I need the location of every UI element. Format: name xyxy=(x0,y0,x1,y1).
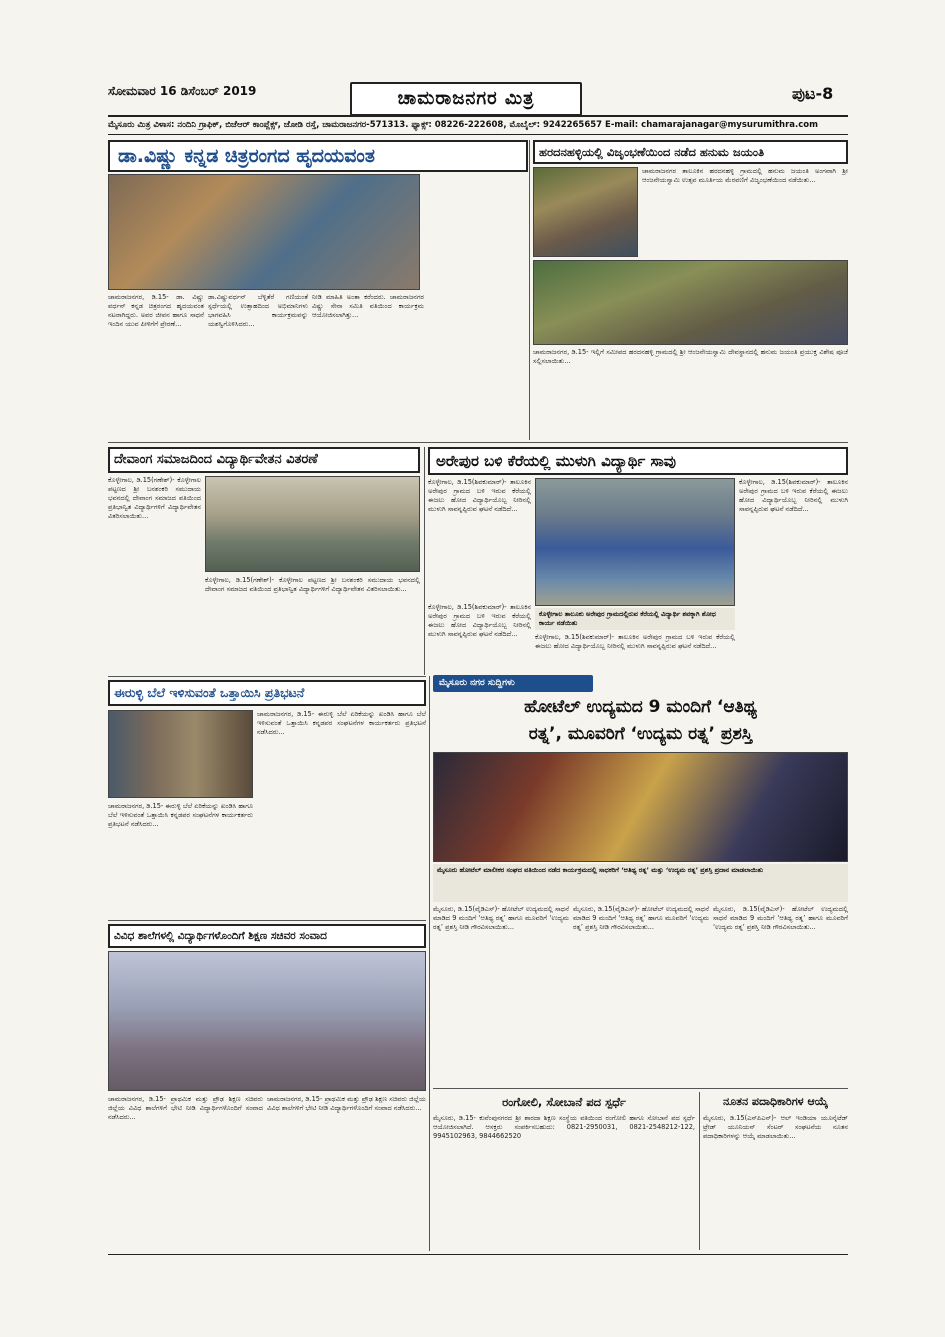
article-vishnu-col2: ಡಾ.ವಿಷ್ಣುವರ್ಧನ್ ಬೆಳ್ಳಿತೆರೆ ಗಣಿಯಂತೆ ಸ್ಪರ್ಧೆಯಲ್ಲಿ ಉತ್ಸಾಹದಿಂದ ಅಭಿಮಾನಿಗಳು ಭಾಗವಹಿಸಿ ಕಾರ್ಯಕ್ರಮವನ್ನು ಯಶಸ್ವಿಗೊಳಿಸಿದರು... xyxy=(208,293,308,329)
article-onion-col2: ಚಾಮರಾಜನಗರ, ಡಿ.15- ಈರುಳ್ಳಿ ಬೆಲೆ ಏರಿಕೆಯನ್ನು ಖಂಡಿಸಿ ಹಾಗೂ ಬೆಲೆ ಇಳಿಸುವಂತೆ ಒತ್ತಾಯಿಸಿ ಕನ್ನಡಪರ ಸಂಘಟನೆಗಳ ಕಾರ್ಯಕರ್ತರು ಪ್ರತಿಭಟನೆ ನಡೆಸಿದರು... xyxy=(257,710,426,737)
section-divider xyxy=(108,442,848,443)
caption-award: ಮೈಸೂರು ಹೋಟೆಲ್ ಮಾಲೀಕರ ಸಂಘದ ವತಿಯಿಂದ ನಡೆದ ಕಾರ್ಯಕ್ರಮದಲ್ಲಿ ಸಾಧಕರಿಗೆ ‘ಆತಿಥ್ಯ ರತ್ನ’ ಮತ್ತು ‘ಉದ್ಯಮ ರತ್ನ’ ಪ್ರಶಸ್ತಿ ಪ್ರದಾನ ಮಾಡಲಾಯಿತು xyxy=(433,864,848,902)
headline-rangoli-contest: ರಂಗೋಲಿ, ಸೋಬಾನೆ ಪದ ಸ್ಪರ್ಧೆ xyxy=(502,1095,626,1109)
article-hanuma-bottom: ಚಾಮರಾಜನಗರ, ಡಿ.15- ಇಲ್ಲಿಗೆ ಸಮೀಪದ ಹರದನಹಳ್ಳಿ ಗ್ರಾಮದಲ್ಲಿ ಶ್ರೀ ಆಂಜನೇಯಸ್ವಾಮಿ ದೇವಸ್ಥಾನದಲ್ಲಿ ಹನುಮ ಜಯಂತಿ ಪ್ರಯುಕ್ತ ವಿಶೇಷ ಪೂಜೆ ಸಲ್ಲಿಸಲಾಯಿತು... xyxy=(533,348,848,366)
article-rangoli: ಮೈಸೂರು, ಡಿ.15- ಕುವೆಂಪುನಗರದ ಶ್ರೀ ಶಾರದಾ ಶಿಕ್ಷಣ ಸಂಸ್ಥೆಯ ವತಿಯಿಂದ ರಂಗೋಲಿ ಹಾಗೂ ಸೋಬಾನೆ ಪದ ಸ್ಪರ್ಧೆ ಆಯೋಜಿಸಲಾಗಿದೆ. ಆಸಕ್ತರು ಸಂಪರ್ಕಿಸಬಹುದು: 0821-2950031, 0821-2548212-122, 9945102963, 9844662520 xyxy=(433,1114,695,1141)
article-vishnu-col1: ಚಾಮರಾಜನಗರ, ಡಿ.15- ಡಾ. ವಿಷ್ಣು ವರ್ಧನ್ ಕನ್ನಡ ಚಿತ್ರರಂಗದ ಹೃದಯವಂತ ನಟರಾಗಿದ್ದರು. ಅವರ ಜೀವನ ಹಾಗೂ ಸಾಧನೆ ಇಂದಿನ ಯುವ ಪೀಳಿಗೆಗೆ ಪ್ರೇರಣೆ... xyxy=(108,293,204,329)
headline-minister-interaction: ವಿವಿಧ ಶಾಲೆಗಳಲ್ಲಿ ವಿದ್ಯಾರ್ಥಿಗಳೊಂದಿಗೆ ಶಿಕ್ಷಣ ಸಚಿವರ ಸಂವಾದ xyxy=(108,924,426,948)
contact-bar xyxy=(108,117,848,133)
issue-date: ಸೋಮವಾರ 16 ಡಿಸೆಂಬರ್ 2019 xyxy=(108,84,257,98)
column-divider xyxy=(529,140,530,440)
section-divider xyxy=(433,1088,848,1089)
photo-vishnu-event xyxy=(108,174,420,290)
article-hotel-col3: ಮೈಸೂರು, ಡಿ.15(ವೈಡಿಎಸ್)- ಹೋಟೆಲ್ ಉದ್ಯಮದಲ್ಲಿ ಸಾಧನೆ ಮಾಡಿದ 9 ಮಂದಿಗೆ ‘ಆತಿಥ್ಯ ರತ್ನ’ ಹಾಗೂ ಮೂವರಿಗೆ ‘ಉದ್ಯಮ ರತ್ನ’ ಪ್ರಶಸ್ತಿ ನೀಡಿ ಗೌರವಿಸಲಾಯಿತು... xyxy=(713,905,848,932)
headline-devanga-scholarship: ದೇವಾಂಗ ಸಮಾಜದಿಂದ ವಿದ್ಯಾರ್ಥಿವೇತನ ವಿತರಣೆ xyxy=(108,447,420,473)
article-minister-col2: ಚಾಮರಾಜನಗರ, ಡಿ.15- ಪ್ರಾಥಮಿಕ ಮತ್ತು ಪ್ರೌಢ ಶಿಕ್ಷಣ ಸಚಿವರು ಜಿಲ್ಲೆಯ ವಿವಿಧ ಶಾಲೆಗಳಿಗೆ ಭೇಟಿ ನೀಡಿ ವಿದ್ಯಾರ್ಥಿಗಳೊಂದಿಗೆ ಸಂವಾದ ನಡೆಸಿದರು... xyxy=(267,1095,426,1113)
photo-protest xyxy=(108,710,253,798)
headline-vishnu: ಡಾ.ವಿಷ್ಣು ಕನ್ನಡ ಚಿತ್ರರಂಗದ ಹೃದಯವಂತ xyxy=(108,140,528,172)
photo-award-stage xyxy=(433,752,848,862)
section-divider xyxy=(108,920,426,921)
column-divider xyxy=(424,447,425,675)
article-drowning-col1b: ಕೊಳ್ಳೇಗಾಲ, ಡಿ.15(ಶಿವಕುಮಾರ್)- ತಾಲೂಕಿನ ಅರೇಪುರ ಗ್ರಾಮದ ಬಳಿ ಇರುವ ಕೆರೆಯಲ್ಲಿ ಈಜಲು ಹೋದ ವಿದ್ಯಾರ್ಥಿಯೊಬ್ಬ ನೀರಿನಲ್ಲಿ ಮುಳುಗಿ ಸಾವನ್ನಪ್ಪಿರುವ ಘಟನೆ ನಡೆದಿದೆ... xyxy=(428,603,531,639)
headline-hotel-awards xyxy=(433,694,848,750)
photo-hanuma-group xyxy=(533,260,848,345)
subbar-rule xyxy=(108,134,848,135)
headline-hanuma-jayanti: ಹರದನಹಳ್ಳಿಯಲ್ಲಿ ವಿಜೃಂಭಣೆಯಿಂದ ನಡೆದ ಹನುಮ ಜಯಂತಿ xyxy=(533,140,848,164)
article-devanga-col1: ಕೊಳ್ಳೇಗಾಲ, ಡಿ.15(ಗಣೇಶ್)- ಕೊಳ್ಳೇಗಾಲ ಪಟ್ಟಣದ ಶ್ರೀ ಬನಶಂಕರಿ ಸಮುದಾಯ ಭವನದಲ್ಲಿ ದೇವಾಂಗ ಸಮಾಜದ ವತಿಯಿಂದ ಪ್ರತಿಭಾನ್ವಿತ ವಿದ್ಯಾರ್ಥಿಗಳಿಗೆ ವಿದ್ಯಾರ್ಥಿವೇತನ ವಿತರಿಸಲಾಯಿತು... xyxy=(108,476,201,521)
footer-rule xyxy=(108,1254,848,1255)
headline-student-drowning: ಅರೇಪುರ ಬಳಿ ಕೆರೆಯಲ್ಲಿ ಮುಳುಗಿ ವಿದ್ಯಾರ್ಥಿ ಸಾವು xyxy=(428,447,848,475)
article-hotel-col1: ಮೈಸೂರು, ಡಿ.15(ವೈಡಿಎಸ್)- ಹೋಟೆಲ್ ಉದ್ಯಮದಲ್ಲಿ ಸಾಧನೆ ಮಾಡಿದ 9 ಮಂದಿಗೆ ‘ಆತಿಥ್ಯ ರತ್ನ’ ಹಾಗೂ ಮೂವರಿಗೆ ‘ಉದ್ಯಮ ರತ್ನ’ ಪ್ರಶಸ್ತಿ ನೀಡಿ ಗೌರವಿಸಲಾಯಿತು... xyxy=(433,905,569,932)
article-devanga-col2: ಕೊಳ್ಳೇಗಾಲ, ಡಿ.15(ಗಣೇಶ್)- ಕೊಳ್ಳೇಗಾಲ ಪಟ್ಟಣದ ಶ್ರೀ ಬನಶಂಕರಿ ಸಮುದಾಯ ಭವನದಲ್ಲಿ ದೇವಾಂಗ ಸಮಾಜದ ವತಿಯಿಂದ ಪ್ರತಿಭಾನ್ವಿತ ವಿದ್ಯಾರ್ಥಿಗಳಿಗೆ ವಿದ್ಯಾರ್ಥಿವೇತನ ವಿತರಿಸಲಾಯಿತು... xyxy=(205,576,420,594)
photo-students-seated xyxy=(108,951,426,1091)
section-divider xyxy=(108,676,426,677)
headline-onion-protest: ಈರುಳ್ಳಿ ಬೆಲೆ ಇಳಿಸುವಂತೆ ಒತ್ತಾಯಿಸಿ ಪ್ರತಿಭಟನೆ xyxy=(108,680,426,706)
caption-lake: ಕೊಳ್ಳೇಗಾಲ ತಾಲೂಕು ಅರೇಪುರ ಗ್ರಾಮದಲ್ಲಿರುವ ಕೆರೆಯಲ್ಲಿ ವಿದ್ಯಾರ್ಥಿ ಶವಕ್ಕಾಗಿ ಶೋಧ ಕಾರ್ಯ ನಡೆಯಿತು xyxy=(535,608,735,630)
article-drowning-col1: ಕೊಳ್ಳೇಗಾಲ, ಡಿ.15(ಶಿವಕುಮಾರ್)- ತಾಲೂಕಿನ ಅರೇಪುರ ಗ್ರಾಮದ ಬಳಿ ಇರುವ ಕೆರೆಯಲ್ಲಿ ಈಜಲು ಹೋದ ವಿದ್ಯಾರ್ಥಿಯೊಬ್ಬ ನೀರಿನಲ್ಲಿ ಮುಳುಗಿ ಸಾವನ್ನಪ್ಪಿರುವ ಘಟನೆ ನಡೆದಿದೆ... xyxy=(428,478,531,514)
brand-name: ಮೈಸೂರು ಮಿತ್ರ xyxy=(108,120,151,130)
headline-hotel-awards-line1: ಹೋಟೆಲ್ ಉದ್ಯಮದ 9 ಮಂದಿಗೆ ‘ಆತಿಥ್ಯ xyxy=(524,697,757,717)
masthead: ಚಾಮರಾಜನಗರ ಮಿತ್ರ xyxy=(350,82,582,116)
photo-lake-search xyxy=(535,478,735,606)
article-vishnu-col3: ನೀಡಿ ಮಾಹಿತಿ ಅಂತಾ ಕರೆಂದರು. ಚಾಮರಾಜನಗರ ವಿಷ್ಣು ಸೇನಾ ಸಮಿತಿ ವತಿಯಿಂದ ಕಾರ್ಯಕ್ರಮ ಆಯೋಜಿಸಲಾಗಿತ್ತು... xyxy=(312,293,424,320)
photo-hanuma-chariot xyxy=(533,167,638,257)
column-divider xyxy=(429,676,430,1251)
contact-address: ವಿಳಾಸ: ನಂದಿನಿ ಗ್ರಾಫಿಕ್, ಬಿಜೆಆರ್ ಕಾಂಪ್ಲೆಕ್ಸ್, ಜೋಡಿ ರಸ್ತೆ, ಚಾಮರಾಜನಗರ-571313. ಫ್ಯಾಕ್ಸ್: 08226-222608, ಮೊಬೈಲ್: 9242265657 E-mail: chamarajanagar@mysurumithra.com xyxy=(153,120,818,130)
article-onion-col1: ಚಾಮರಾಜನಗರ, ಡಿ.15- ಈರುಳ್ಳಿ ಬೆಲೆ ಏರಿಕೆಯನ್ನು ಖಂಡಿಸಿ ಹಾಗೂ ಬೆಲೆ ಇಳಿಸುವಂತೆ ಒತ್ತಾಯಿಸಿ ಕನ್ನಡಪರ ಸಂಘಟನೆಗಳ ಕಾರ್ಯಕರ್ತರು ಪ್ರತಿಭಟನೆ ನಡೆಸಿದರು... xyxy=(108,802,253,829)
article-hotel-col2: ಮೈಸೂರು, ಡಿ.15(ವೈಡಿಎಸ್)- ಹೋಟೆಲ್ ಉದ್ಯಮದಲ್ಲಿ ಸಾಧನೆ ಮಾಡಿದ 9 ಮಂದಿಗೆ ‘ಆತಿಥ್ಯ ರತ್ನ’ ಹಾಗೂ ಮೂವರಿಗೆ ‘ಉದ್ಯಮ ರತ್ನ’ ಪ್ರಶಸ್ತಿ ನೀಡಿ ಗೌರವಿಸಲಾಯಿತು... xyxy=(573,905,709,932)
photo-scholarship xyxy=(205,476,420,572)
article-minister-col1: ಚಾಮರಾಜನಗರ, ಡಿ.15- ಪ್ರಾಥಮಿಕ ಮತ್ತು ಪ್ರೌಢ ಶಿಕ್ಷಣ ಸಚಿವರು ಜಿಲ್ಲೆಯ ವಿವಿಧ ಶಾಲೆಗಳಿಗೆ ಭೇಟಿ ನೀಡಿ ವಿದ್ಯಾರ್ಥಿಗಳೊಂದಿಗೆ ಸಂವಾದ ನಡೆಸಿದರು... xyxy=(108,1095,263,1122)
headline-hotel-awards-line2: ರತ್ನ’, ಮೂವರಿಗೆ ‘ಉದ್ಯಮ ರತ್ನ’ ಪ್ರಶಸ್ತಿ xyxy=(528,724,753,744)
article-drowning-col3: ಕೊಳ್ಳೇಗಾಲ, ಡಿ.15(ಶಿವಕುಮಾರ್)- ತಾಲೂಕಿನ ಅರೇಪುರ ಗ್ರಾಮದ ಬಳಿ ಇರುವ ಕೆರೆಯಲ್ಲಿ ಈಜಲು ಹೋದ ವಿದ್ಯಾರ್ಥಿಯೊಬ್ಬ ನೀರಿನಲ್ಲಿ ಮುಳುಗಿ ಸಾವನ್ನಪ್ಪಿರುವ ಘಟನೆ ನಡೆದಿದೆ... xyxy=(739,478,848,514)
article-hanuma-top: ಚಾಮರಾಜನಗರ ತಾಲೂಕಿನ ಹರದನಹಳ್ಳಿ ಗ್ರಾಮದಲ್ಲಿ ಹನುಮ ಜಯಂತಿ ಅಂಗವಾಗಿ ಶ್ರೀ ಆಂಜನೇಯಸ್ವಾಮಿ ಉತ್ಸವ ಮೂರ್ತಿಯ ಮೆರವಣಿಗೆ ವಿಜೃಂಭಣೆಯಿಂದ ನಡೆಯಿತು... xyxy=(642,167,848,185)
article-office-bearers: ಮೈಸೂರು, ಡಿ.15(ಎಸ್‌ಪಿಎನ್)- ಆಲ್ ಇಂಡಿಯಾ ಯೂನೈಟೆಡ್ ಟ್ರೇಡ್ ಯೂನಿಯನ್ ಸೆಂಟರ್ ಸಂಘಟನೆಯ ನೂತನ ಪದಾಧಿಕಾರಿಗಳನ್ನು ಆಯ್ಕೆ ಮಾಡಲಾಯಿತು... xyxy=(703,1114,848,1141)
column-divider xyxy=(699,1092,700,1250)
headline-new-office-bearers: ನೂತನ ಪದಾಧಿಕಾರಿಗಳ ಆಯ್ಕೆ xyxy=(723,1095,828,1108)
article-drowning-col2: ಕೊಳ್ಳೇಗಾಲ, ಡಿ.15(ಶಿವಕುಮಾರ್)- ತಾಲೂಕಿನ ಅರೇಪುರ ಗ್ರಾಮದ ಬಳಿ ಇರುವ ಕೆರೆಯಲ್ಲಿ ಈಜಲು ಹೋದ ವಿದ್ಯಾರ್ಥಿಯೊಬ್ಬ ನೀರಿನಲ್ಲಿ ಮುಳುಗಿ ಸಾವನ್ನಪ್ಪಿರುವ ಘಟನೆ ನಡೆದಿದೆ... xyxy=(535,633,735,651)
page-number: ಪುಟ-8 xyxy=(792,84,834,103)
section-tag-mysuru: ಮೈಸೂರು ನಗರ ಸುದ್ದಿಗಳು xyxy=(433,675,593,692)
